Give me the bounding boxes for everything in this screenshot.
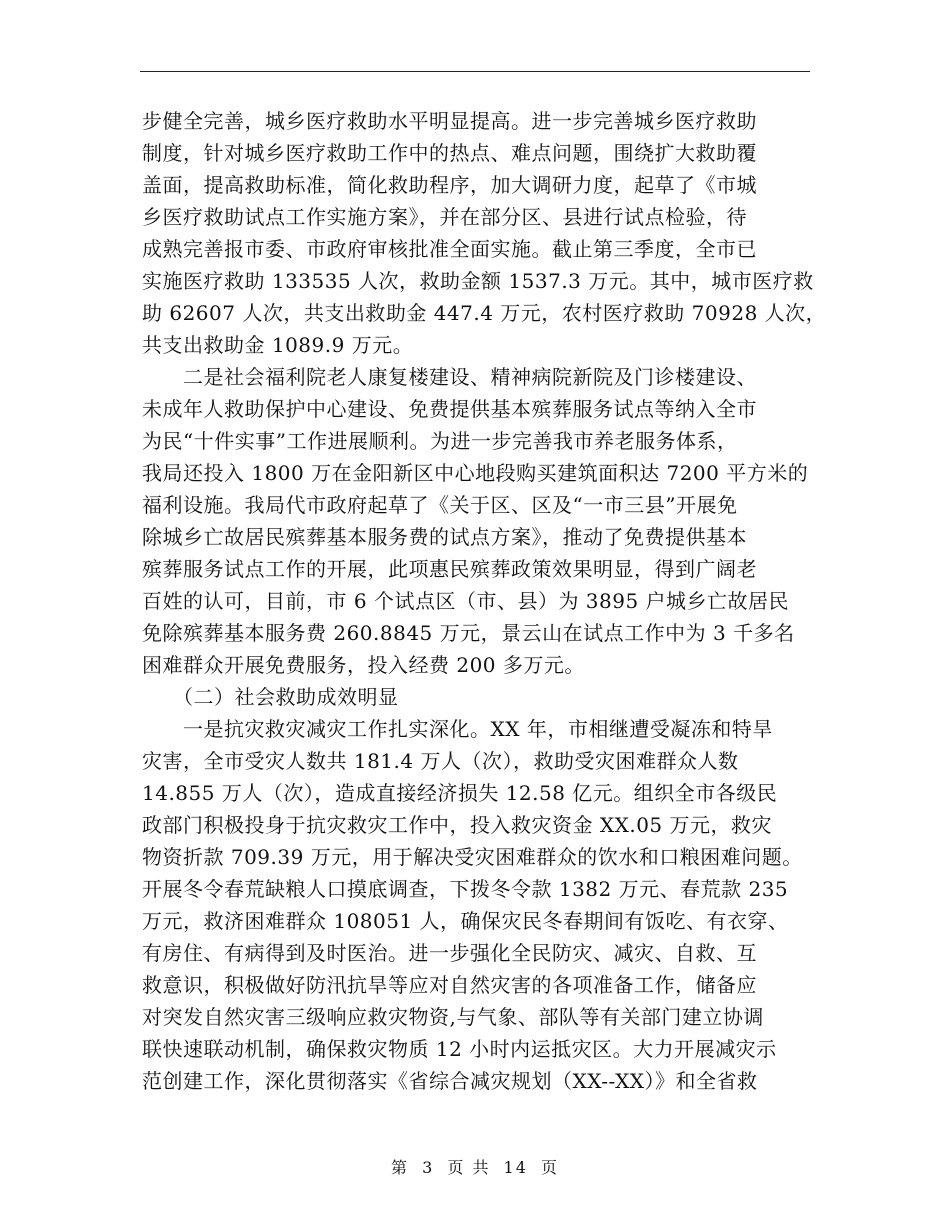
text-line: 共支出救助金 1089.9 万元。 [142,333,414,357]
text-line: 盖面，提高救助标准，简化救助程序，加大调研力度，起草了《市城 [142,173,757,197]
text-line: 为民“十件实事”工作进展顺利。为进一步完善我市养老服务体系， [142,429,738,453]
text-line: 14.855 万人（次），造成直接经济损失 12.58 亿元。组织全市各级民 [142,781,778,805]
text-line: 救意识，积极做好防汛抗旱等应对自然灾害的各项准备工作，储备应 [142,973,757,997]
text-line: 我局还投入 1800 万在金阳新区中心地段购买建筑面积达 7200 平方米的 [142,461,809,485]
text-line: 物资折款 709.39 万元，用于解决受灾困难群众的饮水和口粮困难问题。 [142,845,803,869]
text-line: 除城乡亡故居民殡葬基本服务费的试点方案》，推动了免费提供基本 [142,525,747,549]
text-line: 制度，针对城乡医疗救助工作中的热点、难点问题，围绕扩大救助覆 [142,141,757,165]
text-line: 福利设施。我局代市政府起草了《关于区、区及“一市三县”开展免 [142,493,738,517]
text-line: 范创建工作，深化贯彻落实《省综合减灾规划（XX--XX）》和全省救 [142,1069,758,1093]
page-footer [0,1155,950,1178]
header-rule [140,71,810,72]
footer-middle: 页 共 [447,1158,491,1177]
text-line: 成熟完善报市委、市政府审核批准全面实施。截止第三季度，全市已 [142,237,757,261]
text-line: 未成年人救助保护中心建设、免费提供基本殡葬服务试点等纳入全市 [142,397,757,421]
text-line: 乡医疗救助试点工作实施方案》，并在部分区、县进行试点检验，待 [142,205,747,229]
footer-page-number: 3 [422,1158,435,1177]
section-heading: （二）社会救助成效明显 [142,685,399,709]
text-line: 殡葬服务试点工作的开展，此项惠民殡葬政策效果明显，得到广阔老 [142,557,757,581]
text-line: 政部门积极投身于抗灾救灾工作中，投入救灾资金 XX.05 万元，救灾 [142,813,772,837]
text-line: 灾害，全市受灾人数共 181.4 万人（次），救助受灾困难群众人数 [142,749,739,773]
text-line: 联快速联动机制，确保救灾物质 12 小时内运抵灾区。大力开展减灾示 [142,1037,777,1061]
text-line: 万元，救济困难群众 108051 人，确保灾民冬春期间有饭吃、有衣穿、 [142,909,789,933]
text-line: 助 62607 人次，共支出救助金 447.4 万元，农村医疗救助 70928 人次， [142,301,827,325]
text-line: 实施医疗救助 133535 人次，救助金额 1537.3 万元。其中，城市医疗救 [142,269,814,293]
footer-total-pages: 14 [503,1158,528,1177]
footer-suffix: 页 [541,1158,560,1177]
text-line: 开展冬令春荒缺粮人口摸底调查，下拨冬令款 1382 万元、春荒款 235 [142,877,789,901]
document-body [142,105,827,1097]
text-line: 困难群众开展免费服务，投入经费 200 多万元。 [142,653,585,677]
footer-prefix: 第 [390,1158,409,1177]
text-line: 步健全完善，城乡医疗救助水平明显提高。进一步完善城乡医疗救助 [142,109,757,133]
text-line: 对突发自然灾害三级响应救灾物资,与气象、部队等有关部门建立协调 [142,1005,764,1029]
text-line: 一是抗灾救灾减灾工作扎实深化。XX 年，市相继遭受凝冻和特旱 [142,717,773,741]
text-line: 百姓的认可，目前，市 6 个试点区（市、县）为 3895 户城乡亡故居民 [142,589,790,613]
text-line: 有房住、有病得到及时医治。进一步强化全民防灾、减灾、自救、互 [142,941,757,965]
text-line: 二是社会福利院老人康复楼建设、精神病院新院及门诊楼建设、 [142,365,757,389]
text-line: 免除殡葬基本服务费 260.8845 万元，景云山在试点工作中为 3 千多名 [142,621,795,645]
